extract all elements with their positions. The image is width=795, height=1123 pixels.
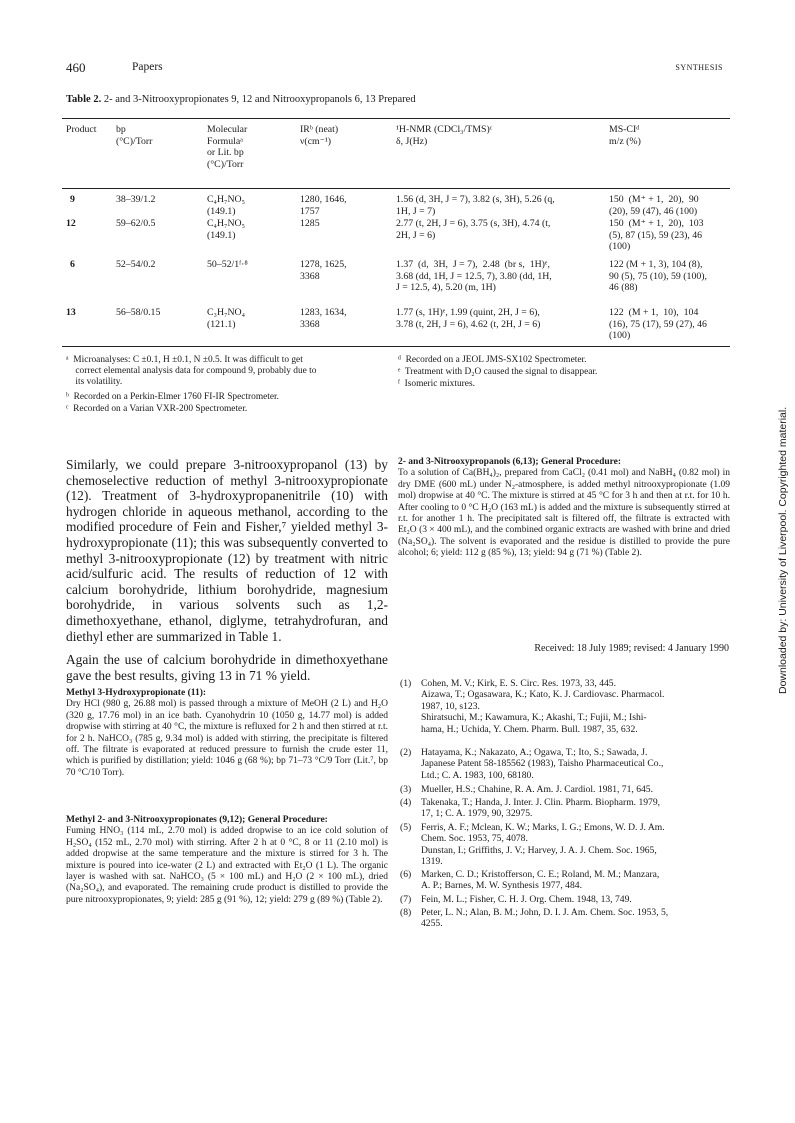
table-cell-formula: 50–52/1ᶠ·⁸ xyxy=(207,259,248,270)
reference-line: 1987, 10, s123. xyxy=(421,700,480,712)
procedure-text: Dry HCl (980 g, 26.88 mol) is passed through a mixture of MeOH (2 L) and H₂O (320 g, 17.76 mol) in an ice bath. Cyanohydrin 10 (1050 g, 14.77 mol) is added dropwise with stirring at 40 °C, the mixture is refluxed for 2 h and then stirred at r.t. for 2 h. NaHCO₃ (785 g, 9.34 mol) is added with stirring, the precipitate is filtered off. The filtrate is evaporated at reduced pressure to furnish the crude ester 11, which is purified by distillation; yield: 1046 g (68 %); bp 71–73 °C/9 Torr (Lit.⁷, bp 70 °C/10 Torr). xyxy=(66,699,388,778)
download-notice-text: Downloaded by: University of Liverpool. Copyrighted material. xyxy=(777,406,789,694)
col-header-nmr: ¹H-NMR (CDCl₃/TMS)ᶜ δ, J(Hz) xyxy=(396,124,493,147)
page-number: 460 xyxy=(66,60,86,75)
table-cell-ir: 1285 xyxy=(300,218,320,229)
procedure-block xyxy=(66,815,388,906)
reference-line: Fein, M. L.; Fisher, C. H. J. Org. Chem. 1948, 13, 749. xyxy=(421,894,632,905)
reference-number: (4) xyxy=(400,797,412,808)
table-footnote-f: ᶠ Isomeric mixtures. xyxy=(398,379,475,389)
table-cell-formula: C₃H₇NO₄ (121.1) xyxy=(207,307,246,330)
reference-line: Marken, C. D.; Kristofferson, C. E.; Roland, M. M.; Manzara, xyxy=(421,869,660,880)
reference-line: Cohen, M. V.; Kirk, E. S. Circ. Res. 1973, 33, 445. xyxy=(421,678,616,689)
table-cell-nmr: 1.37 (d, 3H, J = 7), 2.48 (br s, 1H)ᵉ, 3.68 (dd, 1H, J = 12.5, 7), 3.80 (dd, 1H, J = 12.5, 4), 5.20 (m, 1H) xyxy=(396,259,552,294)
reference-line: 1319. xyxy=(421,856,443,868)
table-row-product: 13 xyxy=(66,307,76,318)
table-bottom-rule xyxy=(62,346,730,347)
reference-line: Chem. Soc. 1953, 75, 4078. xyxy=(421,833,528,845)
reference-entry xyxy=(421,747,663,781)
reference-entry xyxy=(421,678,664,735)
table-cell-ir: 1280, 1646, 1757 xyxy=(300,194,347,217)
received-date: Received: 18 July 1989; revised: 4 January 1990 xyxy=(534,643,729,654)
reference-line: 4255. xyxy=(421,918,443,930)
col-header-ir: IRᵇ (neat) ν(cm⁻¹) xyxy=(300,124,339,147)
reference-entry xyxy=(421,822,665,868)
table-cell-nmr: 1.56 (d, 3H, J = 7), 3.82 (s, 3H), 5.26 (q, 1H, J = 7) xyxy=(396,194,555,217)
reference-entry xyxy=(421,784,653,795)
table-caption-text: 2- and 3-Nitrooxypropionates 9, 12 and Nitrooxypropanols 6, 13 Prepared xyxy=(101,94,416,105)
procedure-heading: Methyl 2- and 3-Nitrooxypropionates (9,12); General Procedure: xyxy=(66,815,328,825)
table-cell-ms: 150 (M⁺ + 1, 20), 103 (5), 87 (15), 59 (23), 46 (100) xyxy=(609,218,704,253)
procedure-heading: Methyl 3-Hydroxypropionate (11): xyxy=(66,688,207,698)
body-paragraph: Similarly, we could prepare 3-nitrooxypropanol (13) by chemoselective reduction of methyl 3-nitrooxypropionate (12). Treatment of 3-hydroxypropanenitrile (10) with hydrogen chloride in aqueous methanol, according to the modified procedure of Fein and Fisher,⁷ yielded methyl 3-hydroxypropionate (11); this was subsequently converted to methyl 3-nitrooxypropionate (12) by treatment with nitric acid/sulfuric acid. The results of reduction of 12 with calcium borohydride, lithium borohydride, magnesium borohydride, in various solvents such as 1,2-dimethoxyethane, ethanol, diglyme, tetrahydrofuran, and diethyl ether are summarized in Table 1. xyxy=(66,457,388,644)
reference-line: Mueller, H.S.; Chahine, R. A. Am. J. Cardiol. 1981, 71, 645. xyxy=(421,784,653,795)
table-cell-ms: 122 (M + 1, 3), 104 (8), 90 (5), 75 (10), 59 (100), 46 (88) xyxy=(609,259,707,294)
table-cell-formula: C₄H₇NO₅ (149.1) xyxy=(207,194,246,217)
reference-line: Ferris, A. F.; Mclean, K. W.; Marks, I. G.; Emons, W. D. J. Am. xyxy=(421,822,665,833)
reference-line: Dunstan, I.; Griffiths, J. V.; Harvey, J. A. J. Chem. Soc. 1965, xyxy=(421,844,657,856)
reference-number: (2) xyxy=(400,747,412,758)
download-notice xyxy=(777,394,791,694)
journal-name: SYNTHESIS xyxy=(675,63,723,72)
table-footnote-d: ᵈ Recorded on a JEOL JMS-SX102 Spectrometer. xyxy=(398,355,587,365)
table-caption-label: Table 2. xyxy=(66,94,102,105)
procedure-text: Fuming HNO₃ (114 mL, 2.70 mol) is added dropwise to an ice cold solution of H₂SO₄ (152 mL, 2.70 mol) with stirring. After 2 h at 0 °C, 8 or 11 (2.10 mol) is added dropwise at the same temperature and the mixture is stirred for 3 h. The mixture is poured into ice-water (2 L) and extracted with Et₂O (1 L). The organic layer is washed with sat. NaHCO₃ (5 × 100 mL) and H₂O (2 × 100 mL), dried (Na₂SO₄), and evaporated. The remaining crude product is distilled to provide the pure nitrooxypropionates, 9; yield: 285 g (91 %), 12; yield: 279 g (89 %) (Table 2). xyxy=(66,826,388,905)
reference-line: Shiratsuchi, M.; Kawamura, K.; Akashi, T.; Fujii, M.; Ishi- xyxy=(421,712,647,724)
procedure-heading: 2- and 3-Nitrooxypropanols (6,13); General Procedure: xyxy=(398,457,622,467)
col-header-product: Product xyxy=(66,124,97,135)
reference-number: (5) xyxy=(400,822,412,833)
table-caption xyxy=(66,94,416,105)
table-header-rule xyxy=(62,188,730,189)
table-cell-ir: 1283, 1634, 3368 xyxy=(300,307,347,330)
procedure-block xyxy=(66,688,388,779)
reference-number: (3) xyxy=(400,784,412,795)
reference-entry xyxy=(421,869,659,892)
table-footnote-a: ᵃ Microanalyses: C ±0.1, H ±0.1, N ±0.5. It was difficult to get correct elemental analysis data for compound 9, probably due to its volatility. xyxy=(66,355,317,388)
table-footnote-b: ᵇ Recorded on a Perkin-Elmer 1760 FI-IR Spectrometer. xyxy=(66,392,280,402)
col-header-bp: bp (°C)/Torr xyxy=(116,124,153,147)
table-cell-ir: 1278, 1625, 3368 xyxy=(300,259,347,282)
table-cell-bp: 38–39/1.2 xyxy=(116,194,156,205)
table-cell-formula: C₄H₇NO₅ (149.1) xyxy=(207,218,246,241)
table-footnote-c: ᶜ Recorded on a Varian VXR-200 Spectrometer. xyxy=(66,404,248,414)
reference-line: Ltd.; C. A. 1983, 100, 68180. xyxy=(421,769,534,781)
reference-line: Japanese Patent 58-185562 (1983), Taisho Pharmaceutical Co., xyxy=(421,758,664,770)
table-cell-ms: 150 (M⁺ + 1, 20), 90 (20), 59 (47), 46 (100) xyxy=(609,194,699,217)
reference-number: (1) xyxy=(400,678,412,689)
table-cell-bp: 56–58/0.15 xyxy=(116,307,161,318)
reference-entry xyxy=(421,797,660,820)
reference-number: (6) xyxy=(400,869,412,880)
body-paragraph: Again the use of calcium borohydride in dimethoxyethane gave the best results, giving 13 in 71 % yield. xyxy=(66,652,388,683)
reference-number: (7) xyxy=(400,894,412,905)
reference-line: Peter, L. N.; Alan, B. M.; John, D. I. J. Am. Chem. Soc. 1953, 5, xyxy=(421,907,669,918)
reference-number: (8) xyxy=(400,907,412,918)
reference-entry xyxy=(421,894,632,905)
table-footnote-e: ᵉ Treatment with D₂O caused the signal to disappear. xyxy=(398,367,598,377)
table-cell-bp: 52–54/0.2 xyxy=(116,259,156,270)
procedure-text: To a solution of Ca(BH₄)₂, prepared from CaCl₂ (0.41 mol) and NaBH₄ (0.82 mol) in dry DME (600 mL) under N₂-atmosphere, is added methyl nitrooxypropionate (1.09 mol) dropwise at 40 °C. The mixture is stirred at 45 °C for 3 h and then at r.t. for 10 h. After cooling to 0 °C H₂O (163 mL) is added and the mixture is subsequently stirred at r.t. for another 1 h. The precipitated salt is filtered off, the filtrate is extracted with Et₂O (3 × 400 mL), and the combined organic extracts are washed with brine and dried (Na₂SO₄). The solvent is evaporated and the residue is distilled to provide the pure alcohol; 6; yield: 112 g (85 %), 13; yield: 94 g (71 %) (Table 2). xyxy=(398,468,730,559)
table-row-product: 9 xyxy=(70,194,75,205)
table-cell-bp: 59–62/0.5 xyxy=(116,218,156,229)
table-top-rule xyxy=(62,118,730,119)
reference-line: A. P.; Barnes, M. W. Synthesis 1977, 484. xyxy=(421,880,582,892)
reference-line: 17, 1; C. A. 1979, 90, 32975. xyxy=(421,808,533,820)
procedure-block xyxy=(398,457,730,560)
col-header-formula: Molecular Formulaᵃ or Lit. bp (°C)/Torr xyxy=(207,124,248,170)
col-header-ms: MS-CIᵈ m/z (%) xyxy=(609,124,641,147)
reference-line: Takenaka, T.; Handa, J. Inter. J. Clin. Pharm. Biopharm. 1979, xyxy=(421,797,661,808)
reference-line: Hatayama, K.; Nakazato, A.; Ogawa, T.; Ito, S.; Sawada, J. xyxy=(421,747,648,758)
reference-line: hama, H.; Uchida, Y. Chem. Pharm. Bull. 1987, 35, 632. xyxy=(421,723,638,735)
reference-line: Aizawa, T.; Ogasawara, K.; Kato, K. J. Cardiovasc. Pharmacol. xyxy=(421,689,665,701)
table-row-product: 6 xyxy=(70,259,75,270)
table-cell-nmr: 1.77 (s, 1H)ᵉ, 1.99 (quint, 2H, J = 6), 3.78 (t, 2H, J = 6), 4.62 (t, 2H, J = 6) xyxy=(396,307,541,330)
section-label: Papers xyxy=(132,61,163,73)
table-cell-ms: 122 (M + 1, 10), 104 (16), 75 (17), 59 (27), 46 (100) xyxy=(609,307,707,342)
table-cell-nmr: 2.77 (t, 2H, J = 6), 3.75 (s, 3H), 4.74 (t, 2H, J = 6) xyxy=(396,218,551,241)
table-row-product: 12 xyxy=(66,218,76,229)
reference-entry xyxy=(421,907,668,930)
